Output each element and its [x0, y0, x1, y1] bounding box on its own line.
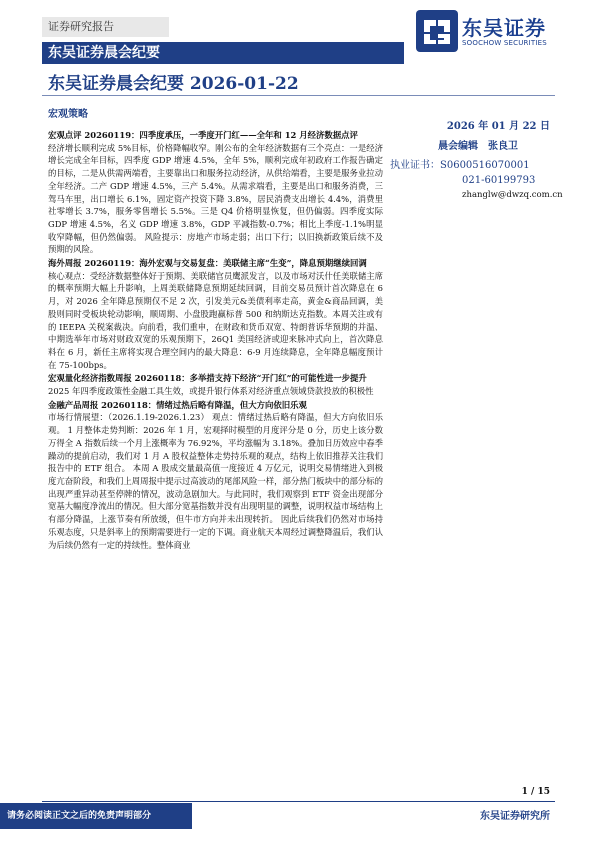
- license-number: 执业证书：S0600516070001: [390, 160, 530, 171]
- article-heading: 金融产品周报 20260118：情绪过热后略有降温，但大方向依旧乐观: [48, 399, 307, 410]
- logo-text-cn: 东吴证券: [462, 16, 546, 40]
- header-divider: [42, 95, 555, 96]
- article-body: 市场行情展望：（2026.1.19-2026.1.23） 观点：情绪过热后略有降温，但大方向依旧乐观。 1 月整体走势判断：2026 年 1 月，宏观择时模型的月度评分是 0 分，历史上该分数万得全 A 指数后续一个月上涨概率为 76.92%，平均涨幅为 3.18%。叠加日历效应中春季躁动的提前启动，我们对 1 月 A 股权益整体走势持乐观的观点，结构上依旧推荐关注我们报告中的 ETF 组合。 本周 A 股成交量最高值一度接近 4 万亿元，说明交易情绪进入到极度亢奋阶段，和我们上周周报中提示过高波动的尾部风险一样，部分热门板块中的部分标的出现严重异动甚至停牌的情况，波动急剧加大。与此同时，我们观察到 ETF 资金出现部分宽基大幅度净流出的情况。但大部分宽基指数并没有出现明显的调整，说明权益市场结构上有部分降温，上涨节奏有所放缓，但牛市方向并未出现转折。 因此后续我们仍然对市场持乐观态度，只是斜率上的预期需要进行一定的下调。商业航天本周经过调整降温后，我们认为后续仍然有一定的持续性。整体商业: [48, 412, 383, 550]
- article-list: [48, 128, 383, 551]
- footer-divider: [42, 801, 555, 802]
- article-heading: 海外周报 20260119：海外宏观与交易复盘：美联储主席“生变”，降息预期继续回调: [48, 258, 367, 269]
- disclaimer-banner: 请务必阅读正文之后的免责声明部分: [0, 803, 192, 829]
- report-date: 2026 年 01 月 22 日: [446, 121, 550, 132]
- section-label: 宏观策略: [48, 109, 88, 120]
- contact-phone: 021-60199793: [462, 175, 536, 186]
- report-title: 东吴证券晨会纪要 2026-01-22: [48, 74, 299, 94]
- institute-name: 东吴证券研究所: [480, 811, 550, 822]
- article-heading: 宏观量化经济指数周报 20260118：多举措支持下经济“开门红”的可能性进一步提升: [48, 373, 367, 384]
- contact-email: zhanglw@dwzq.com.cn: [462, 190, 563, 200]
- article-heading: 宏观点评 20260119：四季度承压，一季度开门红——全年和 12 月经济数据点评: [48, 130, 358, 140]
- page-number: 1 / 15: [521, 787, 550, 797]
- report-type-tag: 证券研究报告: [42, 17, 169, 37]
- article-body: 2025 年四季度政策性金融工具生效，或提升银行体系对经济重点领域贷款投放的积极性: [48, 386, 374, 397]
- article-body: 核心观点：受经济数据整体好于预期、美联储官员鹰派发言，以及市场对沃什任美联储主席的概率预期大幅上升影响，上周美联储降息预期延续回调，目前交易员预计首次降息在 6 月，对 2026 全年降息预期仅不足 2 次，引发美元&美债利率走高，黄金&商品回调，美股则同时受板块轮动影响，顺周期、小盘股跑赢标普 500 和纳斯达克指数。本周关注或有的 IEEPA 关税案裁决。向前看，我们重申，在财政和货币双宽、特朗普诉华预期的并温、中期选举年市场对财政双宽的乐观预期下，26Q1 美国经济或迎来脉冲式向上，首次降息料在 6 月，新任主席将实现合理空间内的最大降息：6-9 月连续降息，全年降息幅度预计在 75-100bps。: [48, 270, 383, 370]
- logo-text-en: SOOCHOW SECURITIES: [462, 39, 547, 47]
- company-logo: [416, 10, 556, 54]
- report-series-bar: 东吴证券晨会纪要: [42, 42, 404, 64]
- soochow-logo-icon: [416, 10, 458, 52]
- author-info: [390, 137, 563, 200]
- editor-name: 晨会编辑 张良卫: [438, 141, 518, 152]
- article-body: 经济增长顺利完成 5%目标，价格降幅收窄。刚公布的全年经济数据有三个亮点：一是经济增长完成全年目标，四季度 GDP 增速 4.5%，全年 5%，顺利完成年初政府工作报告确定的目标，二是从供需两端看，主要靠出口和服务拉动经济，从供给端看，主要是服务业拉动全年经济。二产 GDP 增速 4.5%，三产 5.4%。从需求端看，主要是出口和服务消费，三驾马车里，出口增长 6.1%，固定资产投资下降 3.8%，居民消费支出增长 4.4%，消费里社零增长 3.7%，服务零售增长 5.5%。三是 Q4 价格明显恢复，但仍偏弱。四季度实际 GDP 增速 4.5%，名义 GDP 增速 3.8%，GDP 平减指数-0.7%；相比上季度-1.1%明显收窄降幅，但仍然偏弱。 风险提示：房地产市场走弱；出口下行；以旧换新政策后续不及预期的风险。: [48, 142, 383, 255]
